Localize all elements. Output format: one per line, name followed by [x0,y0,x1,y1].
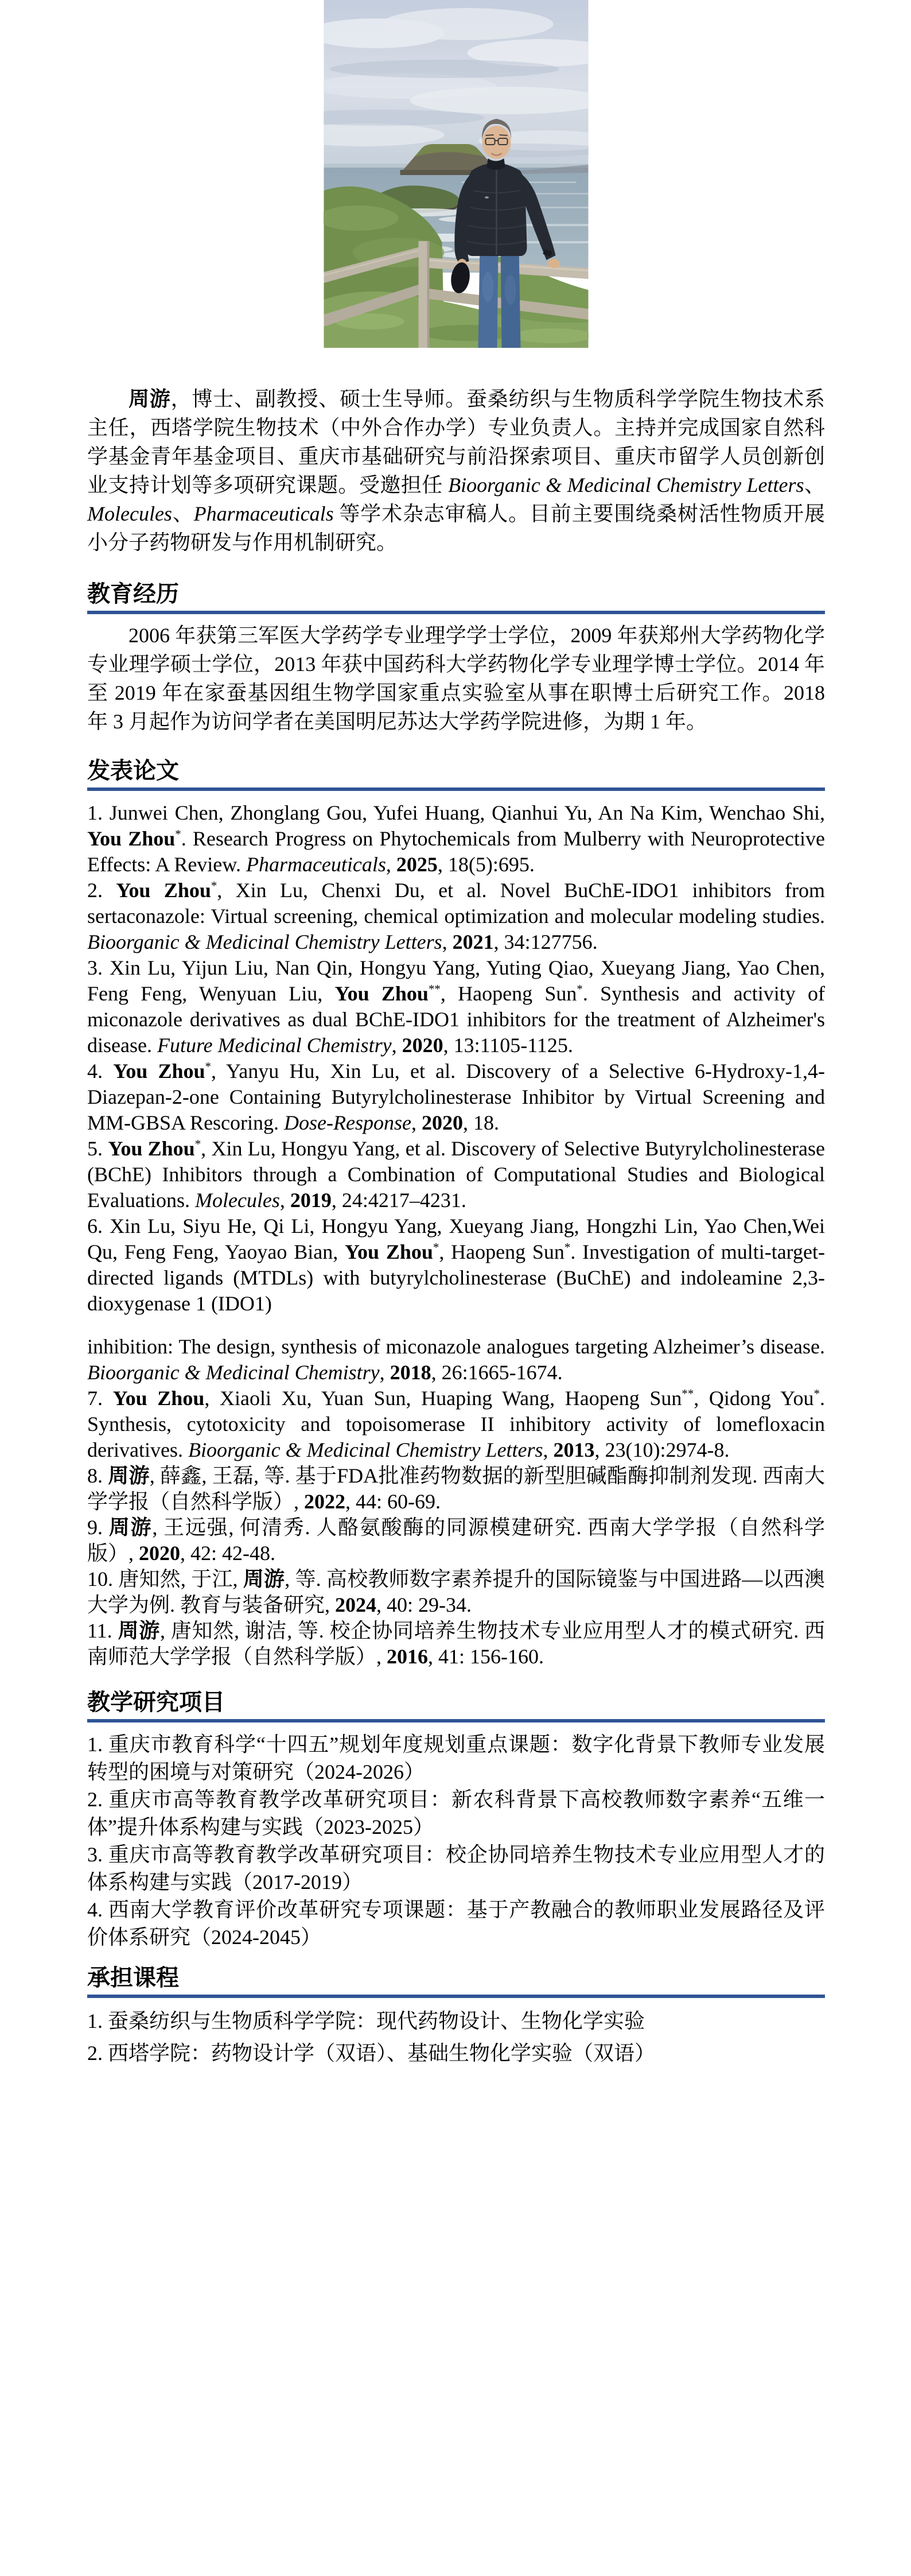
publication-item [87,1463,825,1515]
text-segment: Molecules [194,1189,280,1212]
text-segment: inhibition: The design, synthesis of miconazole analogues targeting Alzheimer’s disease. [87,1335,825,1358]
text-segment: * [205,1060,211,1073]
text-segment: 2021 [452,930,494,953]
project-item: 4. 西南大学教育评价改革研究专项课题：基于产教融合的教师职业发展路径及评价体系研究（2024-2045） [87,1898,825,1949]
text-segment: , Xin Lu, Hongyu Yang, et al. Discovery of Selective Butyrylcholinesterase (BChE) Inhibitors through a Combination of Computational Studies and Biological Evaluations. [87,1137,826,1212]
text-segment: * [564,1240,571,1254]
text-segment: Dose-Response [284,1111,411,1134]
course-list [87,2006,825,2068]
text-segment: , 42: 42-48. [180,1542,276,1565]
profile-photo [324,0,589,348]
project-list [87,1731,825,1951]
text-segment: 周游 [108,1516,153,1539]
text-segment: , Haopeng Sun [440,982,577,1005]
text-segment: * [577,982,583,996]
section-title-courses: 承担课程 [87,1965,179,1991]
text-segment: 等学术杂志审稿人。目前主要围绕桑树活性物质开展小分子药物研发与作用机制研究。 [87,502,825,554]
text-segment: , [543,1438,554,1461]
publication-item [87,878,825,955]
text-segment: , 23(10):2974-8. [594,1438,730,1461]
text-segment: , 等. 高校教师数字素养提升的国际镜鉴与中国进路—以西澳大学为例. 教育与装备研究, [87,1568,825,1616]
text-segment: ** [428,982,441,996]
text-segment: , [379,1361,390,1384]
publication-list [87,800,825,1670]
text-segment: , 唐知然, 谢洁, 等. 校企协同培养生物技术专业应用型人才的模式研究. 西南师范大学学报（自然科学版）, [87,1619,825,1668]
course-item: 1. 蚕桑纺织与生物质科学学院：现代药物设计、生物化学实验 [87,2009,645,2032]
text-segment: Pharmaceuticals [193,502,334,525]
text-segment: , 18(5):695. [437,853,535,876]
section-rule [87,787,825,791]
text-segment: , 18. [462,1111,499,1134]
text-segment: , [386,853,396,876]
text-segment: 2022 [304,1490,346,1513]
text-segment: You Zhou [108,1137,195,1160]
text-segment: 8. [87,1464,108,1487]
text-segment: , Xin Lu, Chenxi Du, et al. Novel BuChE-IDO1 inhibitors from sertaconazole: Virtual screening, chemical optimization and molecular modeling studies. [87,879,826,928]
text-segment: , Xiaoli Xu, Yuan Sun, Huaping Wang, Haopeng Sun [204,1387,682,1410]
project-item: 3. 重庆市高等教育教学改革研究项目：校企协同培养生物技术专业应用型人才的体系构建与实践（2017-2019） [87,1843,825,1894]
publication-item [87,955,825,1058]
text-segment: 2016 [387,1645,429,1668]
text-segment: ** [682,1387,694,1400]
text-segment: * [813,1387,820,1400]
section-publications [87,758,825,1670]
text-segment: 5. [87,1137,108,1160]
text-segment: , [279,1189,290,1212]
education-paragraph: 2006 年获第三军医大学药学专业理学学士学位，2009 年获郑州大学药物化学专业理学硕士学位，2013 年获中国药科大学药物化学专业理学博士学位。2014 年至 2019 年在家蚕基因组生物学国家重点实验室从事在职博士后研究工作。2018 年 3 月起作为访问学者在美国明尼苏达大学药学院进修，为期 1 年。 [87,624,825,733]
text-segment: 2025 [396,853,438,876]
publication-item [87,1618,825,1670]
publication-item [87,800,825,878]
project-item: 2. 重庆市高等教育教学改革研究项目：新农科背景下高校教师数字素养“五维一体”提升体系构建与实践（2023-2025） [87,1788,825,1838]
section-courses [87,1965,825,2068]
text-segment: . Synthesis, cytotoxicity and topoisomerase II inhibitory activity of lomefloxacin derivatives. [87,1387,825,1461]
section-teaching-projects [87,1689,825,1951]
text-segment: . Synthesis and activity of miconazole derivatives as dual BChE-IDO1 inhibitors for the treatment of Alzheimer's disease. [87,982,825,1057]
text-segment: You Zhou [116,879,211,902]
text-segment: , 44: 60-69. [345,1490,441,1513]
text-segment: You Zhou [87,827,176,850]
text-segment: * [175,827,181,841]
text-segment: Bioorganic & Medicinal Chemistry [87,1361,380,1384]
text-segment: 2. [87,879,116,902]
text-segment: 周游 [129,387,171,410]
text-segment: ，博士、副教授、硕士生导师。蚕桑纺织与生物质科学学院生物技术系主任，西塔学院生物技术（中外合作办学）专业负责人。主持并完成国家自然科学基金青年基金项目、重庆市基础研究与前沿探索项目、重庆市留学人员创新创业支持计划等多项研究课题。受邀担任 [87,387,825,496]
text-segment: , 王远强, 何清秀. 人酪氨酸酶的同源模建研究. 西南大学学报（自然科学版）, [87,1516,825,1565]
text-segment: You Zhou [334,982,429,1005]
text-segment: You Zhou [345,1240,433,1263]
text-segment: * [194,1137,201,1151]
text-segment: , 40: 29-34. [376,1593,472,1616]
publication-item [87,1515,825,1566]
text-segment: Bioorganic & Medicinal Chemistry Letters [87,930,442,953]
section-title-teaching-projects: 教学研究项目 [87,1689,225,1716]
text-segment: 周游 [108,1464,150,1487]
text-segment: 周游 [118,1619,160,1642]
text-segment: , Yanyu Hu, Xin Lu, et al. Discovery of a Selective 6-Hydroxy-1,4-Diazepan-2-one Containing Butyrylcholinesterase Inhibitor by Virtual Screening and MM-GBSA Rescoring. [87,1060,826,1134]
text-segment: , [442,930,453,953]
publication-item [87,1058,825,1136]
text-segment: 7. [87,1387,113,1410]
text-segment: * [211,879,217,893]
bio-paragraph [87,385,825,557]
text-segment: * [433,1240,439,1254]
text-segment: , Haopeng Sun [439,1240,564,1263]
text-segment: Bioorganic & Medicinal Chemistry Letters [188,1438,543,1461]
text-segment: , 13:1105-1125. [443,1034,573,1057]
text-segment: 2020 [421,1111,463,1134]
text-segment: , [391,1034,402,1057]
text-segment: 周游 [243,1568,285,1590]
text-segment: . Investigation of multi-target-directed ligands (MTDLs) with butyrylcholinesterase (BuChE) and indoleamine 2,3-dioxygenase 1 (IDO1) [87,1240,825,1315]
section-rule [87,1995,825,1998]
text-segment: Future Medicinal Chemistry [157,1034,392,1057]
text-segment: Pharmaceuticals [246,853,386,876]
publication-item [87,1213,825,1386]
text-segment: 11. [87,1619,118,1642]
text-segment: 9. [87,1516,109,1539]
publication-item [87,1136,825,1213]
text-segment: You Zhou [113,1060,205,1083]
text-segment: 2018 [390,1361,431,1384]
publication-item [87,1566,825,1618]
text-segment: 2020 [402,1034,443,1057]
text-segment: , Qidong You [694,1387,814,1410]
text-segment: 2020 [139,1542,181,1565]
section-education [87,581,825,736]
text-segment: 10. 唐知然, 于江, [87,1568,243,1590]
text-segment: , [411,1111,422,1134]
text-segment: 、 [804,474,825,496]
text-segment: , 41: 156-160. [428,1645,544,1668]
text-segment: , 24:4217–4231. [331,1189,466,1212]
text-segment: , 26:1665-1674. [431,1361,563,1384]
project-item: 1. 重庆市教育科学“十四五”规划年度规划重点课题：数字化背景下教师专业发展转型的困境与对策研究（2024-2026） [87,1733,825,1783]
text-segment: , 34:127756. [493,930,598,953]
line-gap [87,1317,825,1334]
text-segment: You Zhou [112,1387,205,1410]
text-segment: , 薛鑫, 王磊, 等. 基于FDA批准药物数据的新型胆碱酯酶抑制剂发现. 西南大学学报（自然科学版）, [87,1464,825,1513]
section-rule [87,1719,825,1722]
text-segment: Molecules [87,502,172,525]
course-item: 2. 西塔学院：药物设计学（双语）、基础生物化学实验（双语） [87,2042,656,2065]
section-title-education: 教育经历 [87,581,179,607]
profile-photo-illustration [324,0,589,348]
cv-page [87,0,825,2068]
text-segment: 6. Xin Lu, Siyu He, Qi Li, Hongyu Yang, Xueyang Jiang, Hongzhi Lin, Yao Chen,Wei Qu, Feng Feng, Yaoyao Bian, [87,1215,825,1263]
text-segment: 2019 [290,1189,332,1212]
publication-item [87,1386,825,1463]
text-segment: 4. [87,1060,114,1083]
section-rule [87,611,825,614]
text-segment: 1. Junwei Chen, Zhonglang Gou, Yufei Huang, Qianhui Yu, An Na Kim, Wenchao Shi, [87,801,825,824]
section-title-publications: 发表论文 [87,758,179,784]
text-segment: Bioorganic & Medicinal Chemistry Letters [448,474,804,496]
text-segment: . Research Progress on Phytochemicals from Mulberry with Neuroprotective Effects: A Review. [87,827,825,876]
text-segment: 、 [172,502,194,525]
text-segment: 3. Xin Lu, Yijun Liu, Nan Qin, Hongyu Yang, Yuting Qiao, Xueyang Jiang, Yao Chen, Feng Feng, Wenyuan Liu, [87,956,825,1005]
text-segment: 2024 [335,1593,377,1616]
text-segment: 2013 [553,1438,595,1461]
